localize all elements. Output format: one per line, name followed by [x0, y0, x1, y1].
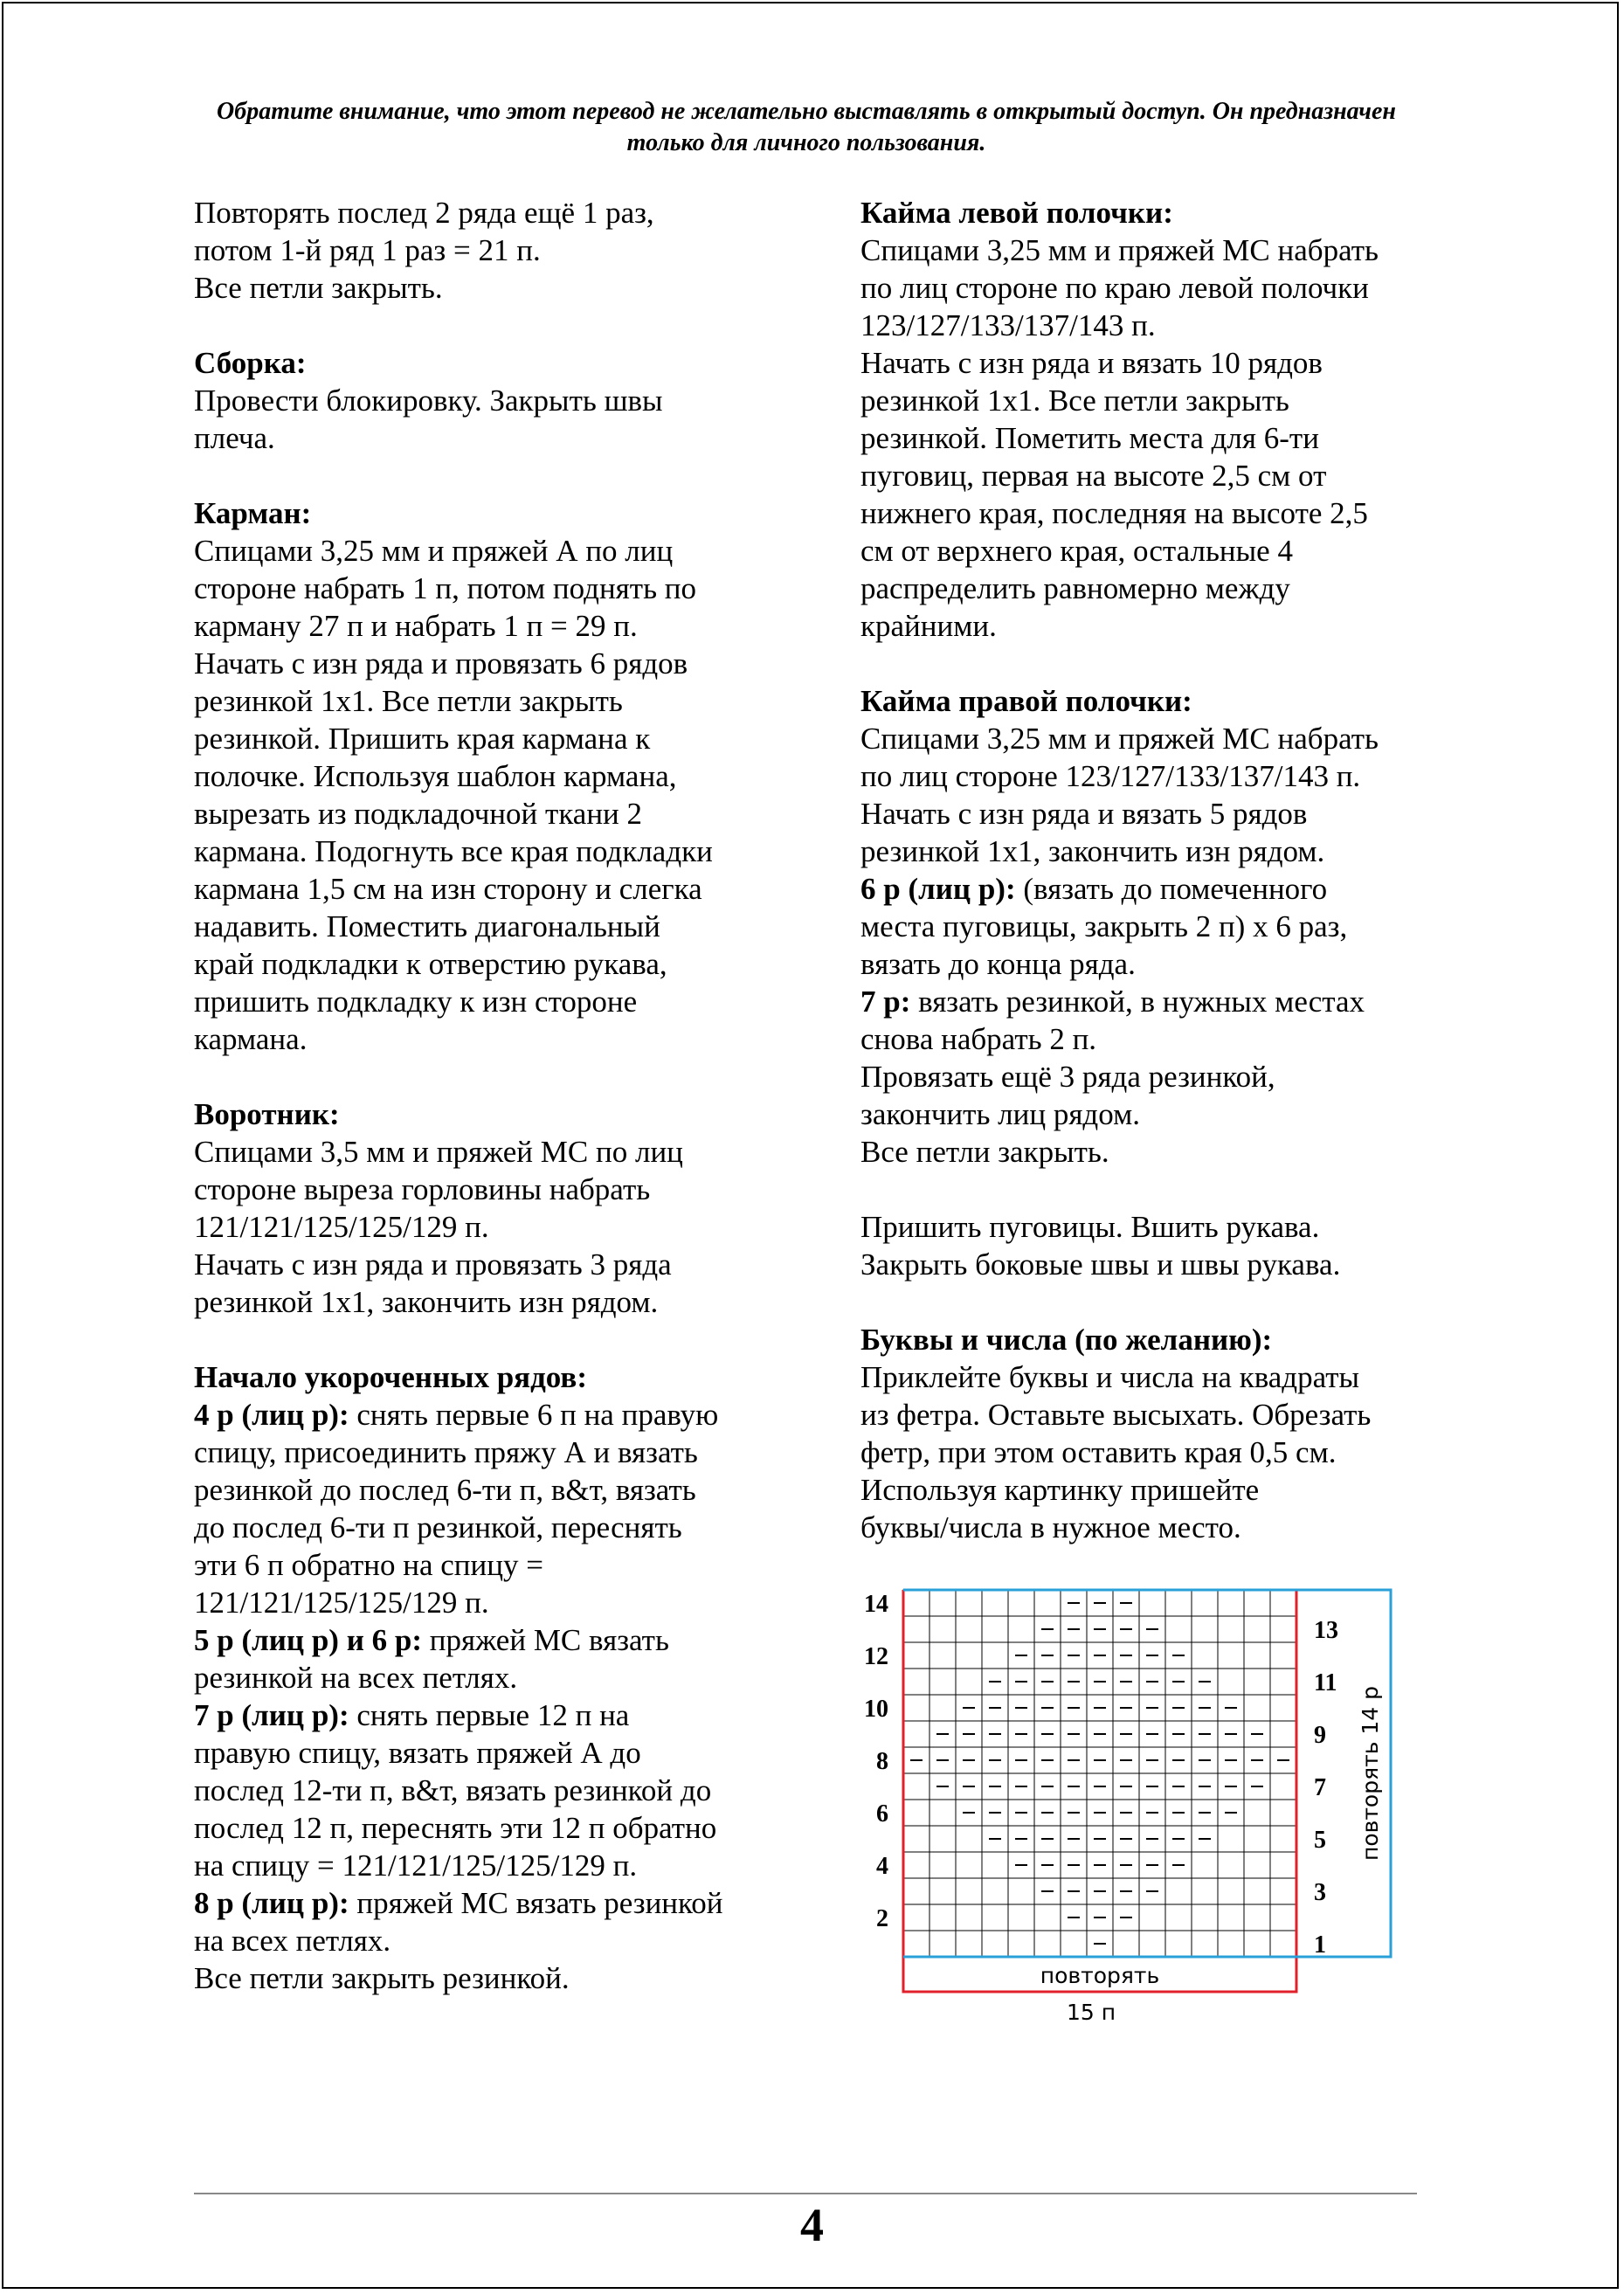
grid-cell	[956, 1931, 982, 1957]
text-line: Используя картинку пришейте	[860, 1473, 1260, 1507]
text-line: Приклейте буквы и числа на квадраты	[860, 1360, 1360, 1394]
grid-cell	[1008, 1904, 1034, 1931]
grid-cell	[956, 1852, 982, 1878]
grid-cell	[1192, 1852, 1218, 1878]
grid-cell	[1244, 1590, 1270, 1616]
grid-cell	[1244, 1931, 1270, 1957]
grid-cell	[929, 1616, 956, 1642]
grid-cell	[1139, 1590, 1165, 1616]
grid-cell	[982, 1616, 1008, 1642]
text-line: крайними.	[860, 609, 997, 643]
grid-cell	[1034, 1590, 1061, 1616]
text-line: плеча.	[194, 421, 275, 455]
grid-cell	[1244, 1669, 1270, 1695]
grid-cell	[1218, 1931, 1244, 1957]
row-label-right: 13	[1314, 1617, 1338, 1644]
grid-cell	[903, 1616, 929, 1642]
text-line: нижнего края, последняя на высоте 2,5	[860, 496, 1368, 530]
grid-cell	[929, 1590, 956, 1616]
grid-cell	[1034, 1904, 1061, 1931]
grid-cell	[903, 1773, 929, 1800]
grid-cell	[1165, 1878, 1192, 1904]
grid-cell	[1270, 1721, 1296, 1747]
grid-cell	[982, 1878, 1008, 1904]
text-line: пуговиц, первая на высоте 2,5 см от	[860, 459, 1327, 493]
grid-cell	[903, 1904, 929, 1931]
grid-cell	[1270, 1695, 1296, 1721]
grid-cell	[1218, 1852, 1244, 1878]
grid-cell	[1244, 1642, 1270, 1669]
text-line: вырезать из подкладочной ткани 2	[194, 797, 643, 831]
grid-cell	[1139, 1904, 1165, 1931]
grid-cell	[929, 1852, 956, 1878]
text-line: Спицами 3,5 мм и пряжей МС по лиц	[194, 1135, 683, 1169]
grid-cell	[929, 1826, 956, 1852]
grid-cell	[1061, 1931, 1087, 1957]
row-label-left: 12	[864, 1643, 888, 1670]
grid-cell	[1270, 1642, 1296, 1669]
text-line: резинкой. Пришить края кармана к	[194, 722, 651, 756]
grid-cell	[956, 1904, 982, 1931]
notice-text: Обратите внимание, что этот перевод не желательно выставлять в открытый доступ. Он предназначен только для личного пользования.	[217, 98, 1396, 156]
grid-cell	[1244, 1904, 1270, 1931]
row-7b-instruction	[860, 983, 1455, 1020]
page-number: 4	[800, 2199, 824, 2251]
text-line: по лиц стороне по краю левой полочки	[860, 271, 1369, 305]
text-line: из фетра. Оставьте высыхать. Обрезать	[860, 1398, 1372, 1432]
grid-cell	[903, 1642, 929, 1669]
row-8-instruction	[194, 1884, 788, 1922]
text-line: Провязать ещё 3 ряда резинкой,	[860, 1060, 1275, 1094]
grid-cell	[1244, 1695, 1270, 1721]
text-line: Все петли закрыть резинкой.	[194, 1961, 570, 1995]
grid-cell	[1270, 1800, 1296, 1826]
grid-cell	[982, 1931, 1008, 1957]
text-line: резинкой 1x1. Все петли закрыть	[194, 684, 623, 718]
row-6-instruction	[860, 870, 1455, 908]
row-text: вязать резинкой, в нужных местах	[910, 985, 1365, 1019]
text-line: вязать до конца ряда.	[860, 947, 1136, 981]
grid-cell	[903, 1852, 929, 1878]
text-line: полочке. Используя шаблон кармана,	[194, 759, 677, 793]
row-label-left: 6	[876, 1800, 888, 1828]
grid-cell	[956, 1590, 982, 1616]
grid-cell	[1244, 1616, 1270, 1642]
grid-cell	[1244, 1800, 1270, 1826]
text-line: потом 1-й ряд 1 раз = 21 п.	[194, 233, 541, 267]
text-line: резинкой 1x1. Все петли закрыть	[860, 383, 1289, 418]
grid-cell	[929, 1800, 956, 1826]
row-text: пряжей МС вязать резинкой	[349, 1886, 723, 1920]
grid-cell	[1218, 1669, 1244, 1695]
grid-cell	[1270, 1931, 1296, 1957]
text-line: кармана.	[194, 1022, 308, 1056]
text-line: Закрыть боковые швы и швы рукава.	[860, 1247, 1341, 1282]
text-line: распределить равномерно между	[860, 571, 1290, 605]
grid-cell	[903, 1721, 929, 1747]
text-line: край подкладки к отверстию рукава,	[194, 947, 667, 981]
grid-cell	[1008, 1878, 1034, 1904]
text-line: до послед 6-ти п резинкой, переснять	[194, 1510, 682, 1544]
grid-cell	[1113, 1931, 1139, 1957]
text-line: Спицами 3,25 мм и пряжей МС набрать	[860, 233, 1379, 267]
grid-cell	[903, 1826, 929, 1852]
grid-cell	[956, 1616, 982, 1642]
text-line: резинкой. Пометить места для 6-ти	[860, 421, 1319, 455]
grid-cell	[1165, 1904, 1192, 1931]
knitting-chart	[852, 1572, 1420, 2027]
text-line: Начать с изн ряда и провязать 6 рядов	[194, 646, 688, 681]
text-line: 121/121/125/125/129 п.	[194, 1586, 489, 1620]
text-line: снова набрать 2 п.	[860, 1022, 1097, 1056]
text-line: карману 27 п и набрать 1 п = 29 п.	[194, 609, 638, 643]
row-label-left: 2	[876, 1905, 888, 1932]
pocket-heading: Карман:	[194, 496, 312, 530]
text-line: кармана 1,5 см на изн сторону и слегка	[194, 872, 702, 906]
row-label-right: 9	[1314, 1722, 1326, 1749]
repeat-rows-label: повторять 14 р	[1358, 1685, 1383, 1862]
grid-cell	[956, 1826, 982, 1852]
grid-cell	[1192, 1616, 1218, 1642]
grid-cell	[1244, 1826, 1270, 1852]
grid-cell	[1270, 1878, 1296, 1904]
text-line: Начать с изн ряда и вязать 10 рядов	[860, 346, 1323, 380]
row-label-right: 7	[1314, 1774, 1326, 1801]
grid-cell	[903, 1878, 929, 1904]
text-line: по лиц стороне 123/127/133/137/143 п.	[860, 759, 1361, 793]
text-line: на спицу = 121/121/125/125/129 п.	[194, 1848, 638, 1883]
text-line: резинкой до послед 6-ти п, в&т, вязать	[194, 1473, 696, 1507]
grid-cell	[1218, 1904, 1244, 1931]
grid-cell	[956, 1878, 982, 1904]
text-line: резинкой 1x1, закончить изн рядом.	[860, 834, 1325, 868]
row-5-6-instruction	[194, 1621, 788, 1659]
repeat-columns-count: 15 п	[1066, 2000, 1116, 2025]
grid-cell	[929, 1669, 956, 1695]
grid-cell	[903, 1669, 929, 1695]
grid-cell	[1218, 1642, 1244, 1669]
grid-cell	[1192, 1590, 1218, 1616]
text-line: Начать с изн ряда и вязать 5 рядов	[860, 797, 1308, 831]
grid-cell	[1270, 1669, 1296, 1695]
left-column	[194, 194, 788, 1997]
grid-cell	[903, 1590, 929, 1616]
grid-cell	[1270, 1773, 1296, 1800]
text-line: спицу, присоединить пряжу А и вязать	[194, 1435, 698, 1469]
grid-cell	[982, 1590, 1008, 1616]
text-line: стороне набрать 1 п, потом поднять по	[194, 571, 697, 605]
text-line: резинкой на всех петлях.	[194, 1661, 518, 1695]
grid-cell	[929, 1642, 956, 1669]
left-band-heading: Кайма левой полочки:	[860, 196, 1173, 230]
grid-cell	[982, 1642, 1008, 1669]
text-line: места пуговицы, закрыть 2 п) х 6 раз,	[860, 909, 1348, 943]
text-line: стороне выреза горловины набрать	[194, 1172, 651, 1206]
short-rows-heading: Начало укороченных рядов:	[194, 1360, 587, 1394]
grid-cell	[1192, 1642, 1218, 1669]
grid-cell	[1218, 1616, 1244, 1642]
grid-cell	[982, 1904, 1008, 1931]
grid-cell	[1270, 1616, 1296, 1642]
text-line: Начать с изн ряда и провязать 3 ряда	[194, 1247, 672, 1282]
grid-cell	[1008, 1931, 1034, 1957]
row-label-left: 14	[864, 1591, 888, 1618]
row-label-left: 4	[876, 1853, 888, 1880]
grid-cell	[929, 1904, 956, 1931]
row-label: 7 р (лиц р):	[194, 1698, 349, 1732]
grid-cell	[929, 1878, 956, 1904]
assembly-heading: Сборка:	[194, 346, 307, 380]
grid-cell	[1270, 1852, 1296, 1878]
text-line: послед 12-ти п, в&т, вязать резинкой до	[194, 1773, 712, 1807]
row-label-right: 1	[1314, 1931, 1326, 1959]
row-text: снять первые 6 п на правую	[349, 1398, 719, 1432]
grid-cell	[956, 1669, 982, 1695]
grid-cell	[1192, 1931, 1218, 1957]
row-label: 6 р (лиц р):	[860, 872, 1016, 906]
grid-cell	[929, 1931, 956, 1957]
grid-cell	[1218, 1826, 1244, 1852]
grid-cell	[1139, 1931, 1165, 1957]
text-line: закончить лиц рядом.	[860, 1097, 1140, 1131]
row-label-left: 8	[876, 1748, 888, 1775]
grid-cell	[1270, 1590, 1296, 1616]
text-line: надавить. Поместить диагональный	[194, 909, 660, 943]
text-line: послед 12 п, переснять эти 12 п обратно	[194, 1811, 717, 1845]
row-label-right: 5	[1314, 1827, 1326, 1854]
row-label-right: 11	[1314, 1669, 1337, 1696]
row-label-left: 10	[864, 1696, 888, 1723]
grid-cell	[1244, 1878, 1270, 1904]
row-label: 7 р:	[860, 985, 911, 1019]
right-band-heading: Кайма правой полочки:	[860, 684, 1192, 718]
text-line: резинкой 1x1, закончить изн рядом.	[194, 1285, 659, 1319]
text-line: буквы/числа в нужное место.	[860, 1510, 1241, 1544]
grid-cell	[929, 1695, 956, 1721]
text-line: на всех петлях.	[194, 1924, 391, 1958]
row-text: пряжей МС вязать	[422, 1623, 669, 1657]
text-line: Провести блокировку. Закрыть швы	[194, 383, 663, 418]
grid-cell	[1165, 1616, 1192, 1642]
text-line: 123/127/133/137/143 п.	[860, 308, 1156, 342]
text-line: Спицами 3,25 мм и пряжей А по лиц	[194, 534, 674, 568]
grid-cell	[903, 1695, 929, 1721]
collar-heading: Воротник:	[194, 1097, 340, 1131]
text-line: эти 6 п обратно на спицу =	[194, 1548, 543, 1582]
grid-cell	[1218, 1590, 1244, 1616]
grid-cell	[1034, 1931, 1061, 1957]
text-line: Повторять послед 2 ряда ещё 1 раз,	[194, 196, 654, 230]
grid-cell	[1192, 1904, 1218, 1931]
row-label: 4 р (лиц р):	[194, 1398, 349, 1432]
grid-cell	[903, 1931, 929, 1957]
grid-cell	[1218, 1878, 1244, 1904]
row-label-right: 3	[1314, 1879, 1326, 1906]
grid-cell	[1165, 1931, 1192, 1957]
text-line: 121/121/125/125/129 п.	[194, 1210, 489, 1244]
row-label: 8 р (лиц р):	[194, 1886, 349, 1920]
grid-cell	[1244, 1852, 1270, 1878]
row-text: (вязать до помеченного	[1015, 872, 1328, 906]
grid-cell	[903, 1800, 929, 1826]
row-7-instruction	[194, 1696, 788, 1734]
text-line: Все петли закрыть.	[194, 271, 443, 305]
text-line: кармана. Подогнуть все края подкладки	[194, 834, 713, 868]
row-label: 5 р (лиц р) и 6 р:	[194, 1623, 422, 1657]
letters-heading: Буквы и числа (по желанию):	[860, 1323, 1273, 1357]
row-4-instruction	[194, 1396, 788, 1434]
grid-cell	[1270, 1826, 1296, 1852]
grid-cell	[982, 1852, 1008, 1878]
grid-cell	[1008, 1616, 1034, 1642]
text-line: Пришить пуговицы. Вшить рукава.	[860, 1210, 1320, 1244]
grid-cell	[1165, 1590, 1192, 1616]
text-line: правую спицу, вязать пряжей А до	[194, 1736, 641, 1770]
grid-cell	[1008, 1590, 1034, 1616]
right-column	[860, 194, 1455, 1546]
grid-cell	[956, 1642, 982, 1669]
text-line: Все петли закрыть.	[860, 1135, 1109, 1169]
text-line: см от верхнего края, остальные 4	[860, 534, 1293, 568]
repeat-columns-label: повторять	[1040, 1963, 1160, 1988]
grid-cell	[1192, 1878, 1218, 1904]
row-text: снять первые 12 п на	[349, 1698, 630, 1732]
text-line: пришить подкладку к изн стороне	[194, 985, 638, 1019]
grid-cell	[1270, 1904, 1296, 1931]
text-line: Спицами 3,25 мм и пряжей МС набрать	[860, 722, 1379, 756]
text-line: фетр, при этом оставить края 0,5 см.	[860, 1435, 1337, 1469]
